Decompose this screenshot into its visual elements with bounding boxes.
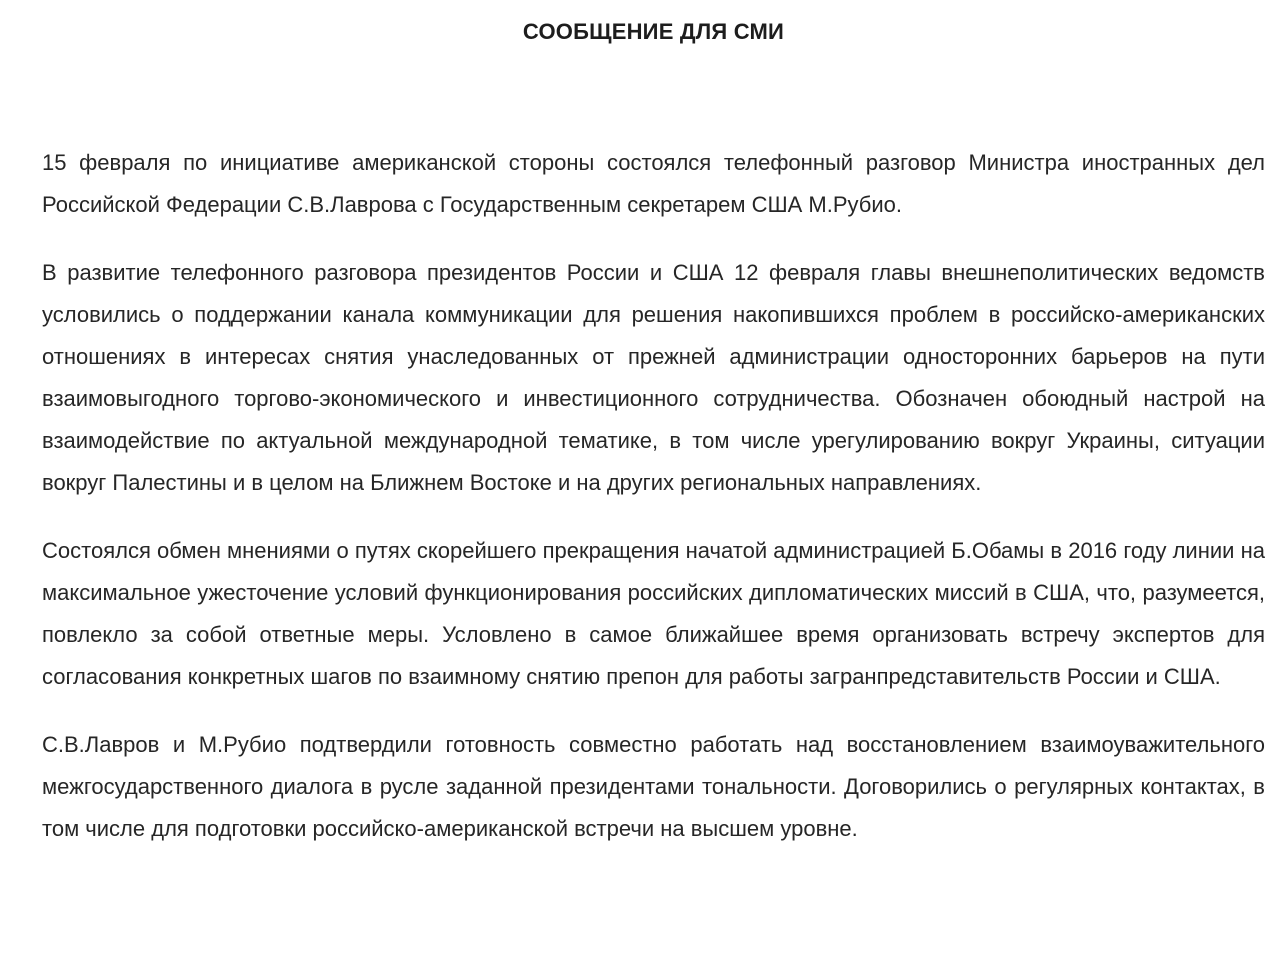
press-release-title: СООБЩЕНИЕ ДЛЯ СМИ (522, 19, 785, 44)
paragraph-diplomatic-missions: Состоялся обмен мнениями о путях скорейшего прекращения начатой администрацией Б.Обамы в 2016 году линии на максимальное ужесточение условий функционирования российских дипломатических миссий в США, что, разумеется, повлекло за собой ответные меры. Условлено в самое ближайшее время организовать встречу экспертов для согласования конкретных шагов по взаимному снятию препон для работы загранпредставительств России и США. (42, 538, 1265, 689)
paragraph-regular-contacts: С.В.Лавров и М.Рубио подтвердили готовность совместно работать над восстановлением взаимоуважительного межгосударственного диалога в русле заданной президентами тональности. Договорились о регулярных контактах, в том числе для подготовки российско-американской встречи на высшем уровне. (42, 732, 1265, 841)
paragraph-communication-channel: В развитие телефонного разговора президентов России и США 12 февраля главы внешнеполитических ведомств условились о поддержании канала коммуникации для решения накопившихся проблем в российско-американских отношениях в интересах снятия унаследованных от прежней администрации односторонних барьеров на пути взаимовыгодного торгово-экономического и инвестиционного сотрудничества. Обозначен обоюдный настрой на взаимодействие по актуальной международной тематике, в том числе урегулированию вокруг Украины, ситуации вокруг Палестины и в целом на Ближнем Востоке и на других региональных направлениях. (42, 260, 1265, 495)
paragraph-intro-call: 15 февраля по инициативе американской стороны состоялся телефонный разговор Министра иностранных дел Российской Федерации С.В.Лаврова с Государственным секретарем США М.Рубио. (42, 150, 1265, 217)
document-body (42, 142, 1265, 850)
